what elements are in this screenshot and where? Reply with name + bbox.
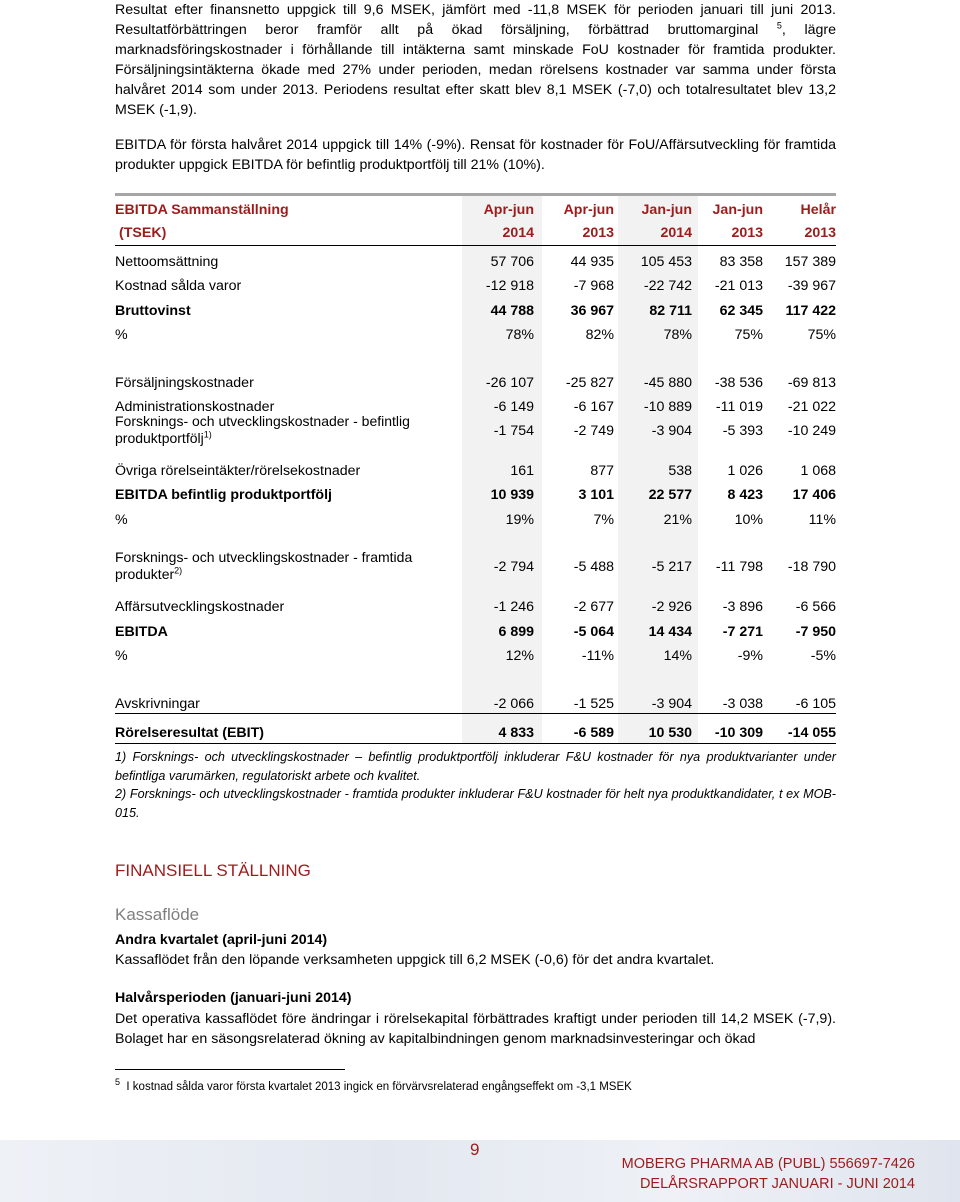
ebitda-table bbox=[115, 193, 836, 743]
table-cell: 44 935 bbox=[570, 254, 614, 270]
table-cell: 4 833 bbox=[498, 725, 534, 741]
col-header: Helår bbox=[800, 202, 836, 218]
table-cell: -6 566 bbox=[795, 599, 836, 615]
table-cell: 78% bbox=[505, 327, 534, 343]
table-cell: -1 754 bbox=[493, 423, 534, 439]
table-cell: -26 107 bbox=[485, 375, 534, 391]
table-cell: -10 309 bbox=[714, 725, 763, 741]
table-cell: 877 bbox=[590, 463, 614, 479]
footnote-ref[interactable]: 1) bbox=[203, 429, 212, 440]
table-cell: 10% bbox=[734, 512, 763, 528]
table-cell: -10 889 bbox=[643, 399, 692, 415]
table-cell: -25 827 bbox=[565, 375, 614, 391]
table-cell: -2 677 bbox=[573, 599, 614, 615]
table-cell: -9% bbox=[737, 648, 763, 664]
col-year: 2014 bbox=[502, 225, 534, 241]
h1-paragraph: Det operativa kassaflödet före ändringar i rörelsekapital förbättrades kraftigt under perioden till 14,2 MSEK (-7,9). Bolaget har en säsongsrelaterad ökning av kapitalbindningen genom marknadsinvesteringar och ökad bbox=[115, 1011, 836, 1047]
table-cell: 44 788 bbox=[490, 303, 534, 319]
table-cell: -11% bbox=[581, 648, 614, 664]
col-header: Jan-jun bbox=[641, 202, 692, 218]
col-header: Jan-jun bbox=[712, 202, 763, 218]
table-cell: -5 217 bbox=[651, 559, 692, 575]
row-label: % bbox=[115, 327, 128, 343]
table-cell: 83 358 bbox=[719, 254, 763, 270]
table-unit: (TSEK) bbox=[119, 225, 167, 241]
table-cell: 538 bbox=[668, 463, 692, 479]
table-cell: -6 589 bbox=[573, 725, 614, 741]
table-cell: -2 066 bbox=[493, 696, 534, 712]
row-label: Forsknings- och utvecklingskostnader - framtida produkter$^{2)}$ bbox=[115, 549, 413, 582]
footnote-ref-5[interactable]: 5 bbox=[776, 20, 782, 31]
col-year: 2014 bbox=[660, 225, 692, 241]
table-cell: 7% bbox=[593, 512, 614, 528]
table-cell: 3 101 bbox=[578, 487, 614, 503]
table-cell: 78% bbox=[663, 327, 692, 343]
table-cell: 82 711 bbox=[649, 303, 692, 319]
table-cell: 14% bbox=[663, 648, 692, 664]
q2-heading: Andra kvartalet (april-juni 2014) bbox=[115, 932, 328, 948]
row-label: % bbox=[115, 648, 128, 664]
table-cell: 117 422 bbox=[785, 303, 836, 319]
table-cell: 57 706 bbox=[490, 254, 534, 270]
row-label: Bruttovinst bbox=[115, 303, 191, 319]
col-year: 2013 bbox=[731, 225, 763, 241]
table-cell: 75% bbox=[734, 327, 763, 343]
table-cell: -45 880 bbox=[643, 375, 692, 391]
table-cell: 11% bbox=[808, 512, 836, 528]
table-cell: -2 749 bbox=[573, 423, 614, 439]
table-cell: 1 068 bbox=[800, 463, 836, 479]
table-cell: -7 968 bbox=[573, 278, 614, 294]
table-cell: -3 038 bbox=[722, 696, 763, 712]
h1-heading: Halvårsperioden (januari-juni 2014) bbox=[115, 990, 352, 1006]
table-cell: -5% bbox=[810, 648, 836, 664]
footer-company: MOBERG PHARMA AB (PUBL) 556697-7426 bbox=[621, 1156, 915, 1172]
col-header: Apr-jun bbox=[563, 202, 614, 218]
row-label: Rörelseresultat (EBIT) bbox=[115, 725, 265, 741]
table-cell: -5 393 bbox=[722, 423, 763, 439]
footnote-1: 1) Forsknings- och utvecklingskostnader – befintlig produktportfölj inkluderar F&U kostnader för nya produktvarianter under befintliga varumärken, regulatoriskt arbete och kvalitet. bbox=[115, 750, 836, 783]
footer-report: DELÅRSRAPPORT JANUARI - JUNI 2014 bbox=[639, 1176, 915, 1192]
table-cell: -7 271 bbox=[722, 624, 763, 640]
table-cell: 75% bbox=[807, 327, 836, 343]
table-cell: -6 105 bbox=[795, 696, 836, 712]
table-cell: -2 926 bbox=[651, 599, 692, 615]
row-label: Nettoomsättning bbox=[115, 254, 219, 270]
table-cell: 105 453 bbox=[640, 254, 692, 270]
footnote-rule bbox=[115, 1069, 345, 1070]
table-cell: -3 904 bbox=[651, 423, 692, 439]
table-cell: 19% bbox=[505, 512, 534, 528]
table-cell: -6 167 bbox=[573, 399, 614, 415]
table-cell: -7 950 bbox=[795, 624, 836, 640]
row-label: Forsknings- och utvecklingskostnader - befintlig produktportfölj$^{1)}$ bbox=[115, 413, 410, 446]
footnote-2: 2) Forsknings- och utvecklingskostnader - framtida produkter inkluderar F&U kostnader för helt nya produktkandidater, t ex MOB-015. bbox=[115, 787, 836, 820]
table-cell: -6 149 bbox=[493, 399, 534, 415]
row-label: Administrationskostnader bbox=[115, 399, 275, 415]
table-cell: -18 790 bbox=[787, 559, 836, 575]
col-header: Apr-jun bbox=[483, 202, 534, 218]
row-label: Affärsutvecklingskostnader bbox=[115, 599, 285, 615]
table-cell: 6 899 bbox=[498, 624, 534, 640]
col-year: 2013 bbox=[582, 225, 614, 241]
table-cell: 161 bbox=[510, 463, 534, 479]
section-title: FINANSIELL STÄLLNING bbox=[115, 861, 311, 880]
table-cell: -38 536 bbox=[714, 375, 763, 391]
row-label: % bbox=[115, 512, 128, 528]
ebitda-paragraph: EBITDA för första halvåret 2014 uppgick till 14% (-9%). Rensat för kostnader för FoU/Affärsutveckling för framtida produkter uppgick EBITDA för befintlig produktportfölj till 21% (10%). bbox=[115, 137, 836, 173]
section-subtitle: Kassaflöde bbox=[115, 905, 200, 924]
table-cell: -10 249 bbox=[787, 423, 836, 439]
table-cell: -5 488 bbox=[573, 559, 614, 575]
header-rule bbox=[115, 245, 836, 246]
footnote-5: $^5$ I kostnad sålda varor första kvartalet 2013 ingick en förvärvsrelaterad engångseffekt om -3,1 MSEK bbox=[115, 1077, 632, 1093]
col-year: 2013 bbox=[804, 225, 836, 241]
table-cell: -12 918 bbox=[485, 278, 534, 294]
table-cell: -69 813 bbox=[787, 375, 836, 391]
table-cell: -39 967 bbox=[787, 278, 836, 294]
table-cell: 10 530 bbox=[648, 725, 692, 741]
table-cell: 8 423 bbox=[727, 487, 763, 503]
row-label: EBITDA bbox=[115, 624, 168, 640]
table-cell: 36 967 bbox=[570, 303, 614, 319]
table-cell: -14 055 bbox=[787, 725, 836, 741]
table-cell: 12% bbox=[505, 648, 534, 664]
table-cell: 17 406 bbox=[792, 487, 836, 503]
row-label: Avskrivningar bbox=[115, 696, 200, 712]
table-cell: -21 022 bbox=[787, 399, 836, 415]
table-bottom-rule bbox=[115, 743, 836, 744]
row-label: Försäljningskostnader bbox=[115, 375, 254, 391]
q2-paragraph: Kassaflödet från den löpande verksamheten uppgick till 6,2 MSEK (-0,6) för det andra kvartalet. bbox=[115, 952, 715, 968]
row-label: EBITDA befintlig produktportfölj bbox=[115, 487, 332, 503]
page-number: 9 bbox=[470, 1140, 480, 1159]
table-cell: 157 389 bbox=[784, 254, 836, 270]
table-cell: 21% bbox=[663, 512, 692, 528]
table-cell: -3 896 bbox=[722, 599, 763, 615]
table-cell: -2 794 bbox=[493, 559, 534, 575]
intro-paragraph: Resultat efter finansnetto uppgick till 9,6 MSEK, jämfört med -11,8 MSEK för perioden januari till juni 2013. Resultatförbättringen beror framför allt på ökad försäljning, förbättrad bruttomarginal $^5$, lägre marknadsföringskostnader i förhållande till intäkterna samt minskade FoU kostnader för framtida produkter. Försäljningsintäkterna ökade med 27% under perioden, medan rörelsens kostnader var samma under första halvåret 2014 som under 2013. Periodens resultat efter skatt blev 8,1 MSEK (-7,0) och totalresultatet blev 13,2 MSEK (-1,9). bbox=[115, 2, 836, 118]
footnote-ref[interactable]: 2) bbox=[174, 565, 183, 576]
table-cell: -1 246 bbox=[493, 599, 534, 615]
table-rule bbox=[115, 713, 836, 714]
table-cell: -22 742 bbox=[643, 278, 692, 294]
table-cell: 14 434 bbox=[648, 624, 692, 640]
row-label: Övriga rörelseintäkter/rörelsekostnader bbox=[115, 463, 361, 479]
table-cell: -21 013 bbox=[714, 278, 763, 294]
table-cell: -11 019 bbox=[715, 399, 763, 415]
table-cell: 22 577 bbox=[648, 487, 692, 503]
table-title: EBITDA Sammanställning bbox=[115, 202, 289, 218]
table-cell: 10 939 bbox=[490, 487, 534, 503]
table-cell: 62 345 bbox=[719, 303, 763, 319]
table-cell: -1 525 bbox=[573, 696, 614, 712]
table-cell: -5 064 bbox=[573, 624, 614, 640]
row-label: Kostnad sålda varor bbox=[115, 278, 242, 294]
table-cell: -3 904 bbox=[651, 696, 692, 712]
table-cell: 1 026 bbox=[727, 463, 763, 479]
table-cell: 82% bbox=[585, 327, 614, 343]
table-cell: -11 798 bbox=[715, 559, 763, 575]
